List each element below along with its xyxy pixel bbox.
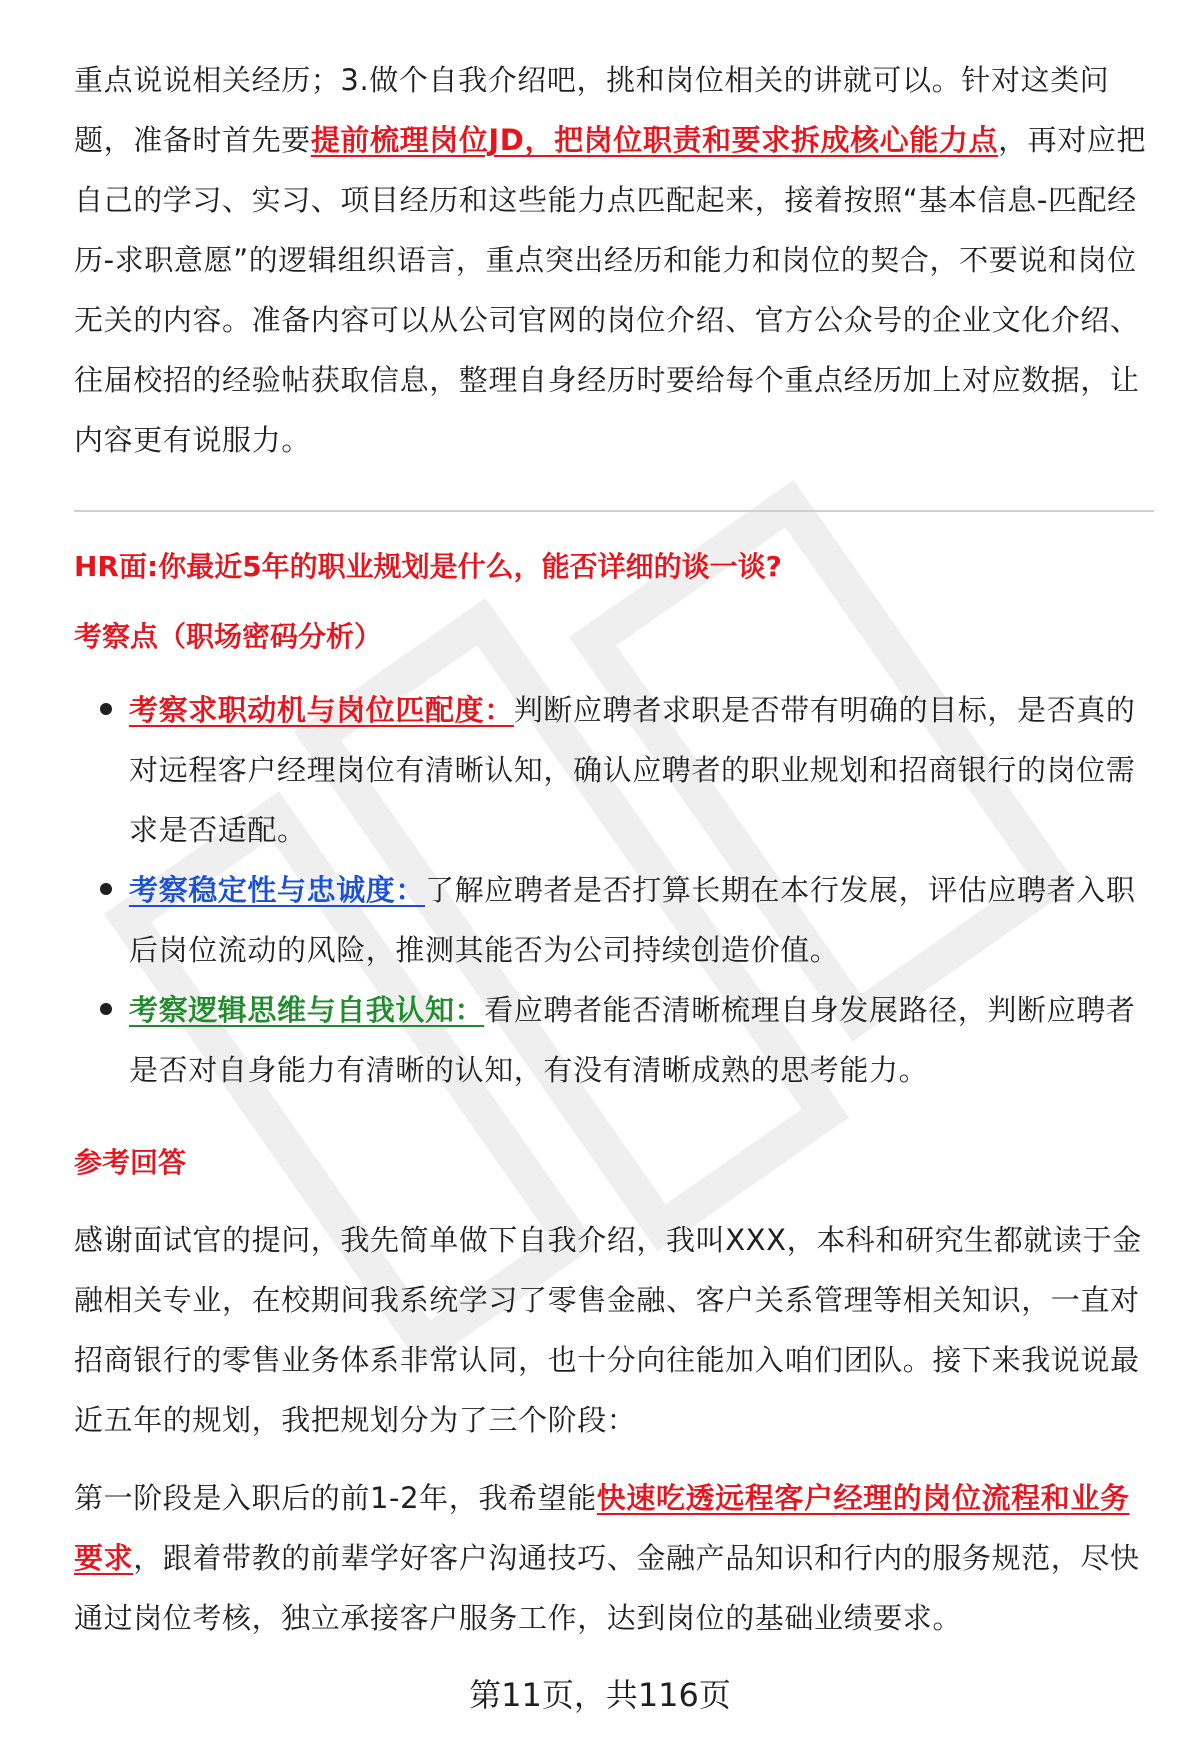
list-item: [74, 860, 1154, 980]
question-heading: HR面:你最近5年的职业规划是什么，能否详细的谈一谈?: [74, 550, 782, 583]
intro-highlight: 提前梳理岗位JD，把岗位职责和要求拆成核心能力点: [310, 123, 999, 157]
answer-text-2: ，跟着带教的前辈学好客户沟通技巧、金融产品知识和行内的服务规范，尽快通过岗位考核，独立承接客户服务工作，达到岗位的基础业绩要求。: [74, 1541, 1140, 1635]
bullet-dot: [100, 1003, 112, 1015]
point-text: 看应聘者能否清晰梳理自身发展路径，判断应聘者是否对自身能力有清晰的认知，有没有清晰成熟的思考能力。: [129, 993, 1136, 1087]
list-item: [74, 680, 1154, 860]
answer-heading: 参考回答: [74, 1146, 187, 1179]
list-item: [74, 980, 1154, 1100]
bullet-dot: [100, 703, 112, 715]
answer-paragraph-1: 感谢面试官的提问，我先简单做下自我介绍，我叫XXX，本科和研究生都就读于金融相关专业，在校期间我系统学习了零售金融、客户关系管理等相关知识，一直对招商银行的零售业务体系非常认同，也十分向往能加入咱们团队。接下来我说说最近五年的规划，我把规划分为了三个阶段：: [74, 1223, 1142, 1437]
point-text: 判断应聘者求职是否带有明确的目标，是否真的对远程客户经理岗位有清晰认知，确认应聘者的职业规划和招商银行的岗位需求是否适配。: [129, 693, 1136, 847]
intro-paragraph: [74, 50, 1154, 470]
analysis-list: [74, 680, 1154, 1100]
section-divider: [74, 510, 1154, 512]
intro-text-1: 重点说说相关经历；3.做个自我介绍吧，挑和岗位相关的讲就可以。针对这类问题，准备时首先要: [74, 63, 1110, 157]
document-page: [74, 50, 1154, 1648]
answer-text-1: 第一阶段是入职后的前1-2年，我希望能: [74, 1481, 597, 1515]
point-key: 考察稳定性与忠诚度：: [129, 873, 426, 907]
answer-highlight: 快速吃透远程客户经理的岗位流程和业务要求: [74, 1481, 1130, 1575]
point-key: 考察逻辑思维与自我认知：: [129, 993, 485, 1027]
analysis-heading: 考察点（职场密码分析）: [74, 620, 383, 653]
intro-text-2: ，再对应把自己的学习、实习、项目经历和这些能力点匹配起来，接着按照“基本信息-匹配经历-求职意愿”的逻辑组织语言，重点突出经历和能力和岗位的契合，不要说和岗位无关的内容。准备内容可以从公司官网的岗位介绍、官方公众号的企业文化介绍、往届校招的经验帖获取信息，整理自身经历时要给每个重点经历加上对应数据，让内容更有说服力。: [74, 123, 1147, 457]
bullet-dot: [100, 883, 112, 895]
page-footer: 第11页，共116页: [469, 1676, 731, 1714]
answer-paragraph-2: [74, 1468, 1154, 1648]
point-text: 了解应聘者是否打算长期在本行发展，评估应聘者入职后岗位流动的风险，推测其能否为公司持续创造价值。: [129, 873, 1136, 967]
point-key: 考察求职动机与岗位匹配度：: [129, 693, 514, 727]
